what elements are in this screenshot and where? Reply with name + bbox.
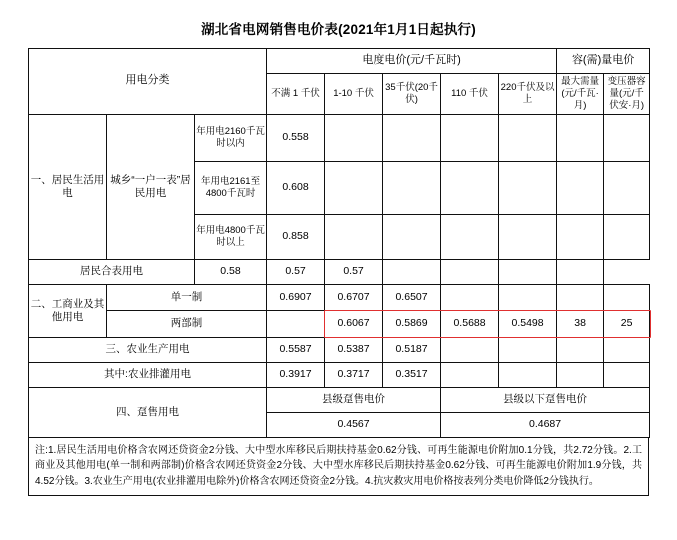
table-note [28,438,649,497]
value-cell [557,362,604,387]
header-voltage-1-10kv: 1-10 千伏 [325,74,383,115]
value-cell [557,161,604,214]
value-cell: 0.6907 [267,284,325,311]
header-max-demand: 最大需量(元/千瓦·月) [557,74,604,115]
table-wrapper [28,48,649,438]
value-cell-highlighted: 0.5688 [441,311,499,338]
wholesale-below-county-label: 县级以下趸售电价 [441,387,650,412]
value-cell [499,284,557,311]
table-row [29,362,650,387]
value-cell [604,214,650,259]
value-cell [325,161,383,214]
subcategory-tier2: 年用电2161至4800千瓦时 [195,161,267,214]
wholesale-county-value: 0.4567 [267,412,441,437]
value-cell: 0.6507 [383,284,441,311]
value-cell [604,161,650,214]
value-cell [383,259,441,284]
table-row [29,259,650,284]
value-cell [441,161,499,214]
value-cell [499,114,557,161]
table-row [29,337,650,362]
value-cell-highlighted: 0.5869 [383,311,441,338]
value-cell [604,337,650,362]
value-cell: 0.5187 [383,337,441,362]
value-cell: 0.6707 [325,284,383,311]
wholesale-county-label: 县级趸售电价 [267,387,441,412]
value-cell [499,214,557,259]
value-cell [557,214,604,259]
value-cell [557,259,604,284]
category-wholesale: 四、趸售用电 [29,387,267,437]
header-energy-price-group: 电度电价(元/千瓦时) [267,49,557,74]
category-irrigation: 其中:农业排灌用电 [29,362,267,387]
value-cell [441,259,499,284]
table-header-row-1 [29,49,650,74]
value-cell [267,311,325,338]
subcategory-tier1: 年用电2160千瓦时以内 [195,114,267,161]
value-cell: 0.5387 [325,337,383,362]
value-cell: 0.5587 [267,337,325,362]
category-combined-meter: 居民合表用电 [29,259,195,284]
header-voltage-35kv: 35千伏(20千伏) [383,74,441,115]
value-cell-highlighted: 25 [604,311,650,338]
value-cell [383,114,441,161]
value-cell [383,214,441,259]
value-cell [604,362,650,387]
value-cell [441,214,499,259]
table-row [29,387,650,412]
value-cell [499,337,557,362]
category-commercial: 二、工商业及其他用电 [29,284,107,337]
value-cell [441,337,499,362]
electricity-price-table [28,48,650,438]
value-cell [557,114,604,161]
header-transformer-capacity: 变压器容量(元/千伏安·月) [604,74,650,115]
value-cell: 0.57 [325,259,383,284]
value-cell [325,214,383,259]
value-cell [441,284,499,311]
category-residential: 一、居民生活用电 [29,114,107,259]
value-cell [557,284,604,311]
value-cell: 0.558 [267,114,325,161]
value-cell [441,362,499,387]
value-cell [499,161,557,214]
value-cell [604,114,650,161]
note-text: 注:1.居民生活用电价格含农网还贷资金2分钱、大中型水库移民后期扶持基金0.62分钱、可再生能源电价附加0.1分钱，共2.72分钱。2.工商业及其他用电(单一制和两部制)价格含农网还贷资金2分钱、大中型水库移民后期扶持基金0.62分钱、可再生能源电价附加1.9分钱，共4.52分钱。3.农业生产用电(农业排灌用电除外)价格含农网还贷资金2分钱。4.抗灾救灾用电价格按表列分类电价降低2分钱执行。 [35,444,642,487]
value-cell: 0.57 [267,259,325,284]
value-cell: 0.3717 [325,362,383,387]
value-cell: 0.58 [195,259,267,284]
value-cell [325,114,383,161]
page-title: 湖北省电网销售电价表(2021年1月1日起执行) [201,22,476,37]
value-cell-highlighted: 0.5498 [499,311,557,338]
table-row [29,114,650,161]
value-cell [441,114,499,161]
value-cell-highlighted: 0.6067 [325,311,383,338]
header-category: 用电分类 [29,49,267,115]
category-agriculture: 三、农业生产用电 [29,337,267,362]
header-voltage-110kv: 110 千伏 [441,74,499,115]
header-voltage-220kv: 220千伏及以上 [499,74,557,115]
header-voltage-under-1kv: 不满 1 千伏 [267,74,325,115]
value-cell-highlighted: 38 [557,311,604,338]
subcategory-tier3: 年用电4800千瓦时以上 [195,214,267,259]
value-cell: 0.3517 [383,362,441,387]
category-household-meter: 城乡“一户一表”居民用电 [107,114,195,259]
value-cell: 0.3917 [267,362,325,387]
subcategory-single-tariff: 单一制 [107,284,267,311]
value-cell [499,362,557,387]
table-row-highlighted [29,311,650,338]
subcategory-two-part-tariff: 两部制 [107,311,267,338]
value-cell [604,284,650,311]
wholesale-below-county-value: 0.4687 [441,412,650,437]
table-row [29,284,650,311]
value-cell [383,161,441,214]
value-cell: 0.858 [267,214,325,259]
value-cell [557,337,604,362]
value-cell: 0.608 [267,161,325,214]
value-cell [499,259,557,284]
header-demand-price-group: 容(需)量电价 [557,49,650,74]
